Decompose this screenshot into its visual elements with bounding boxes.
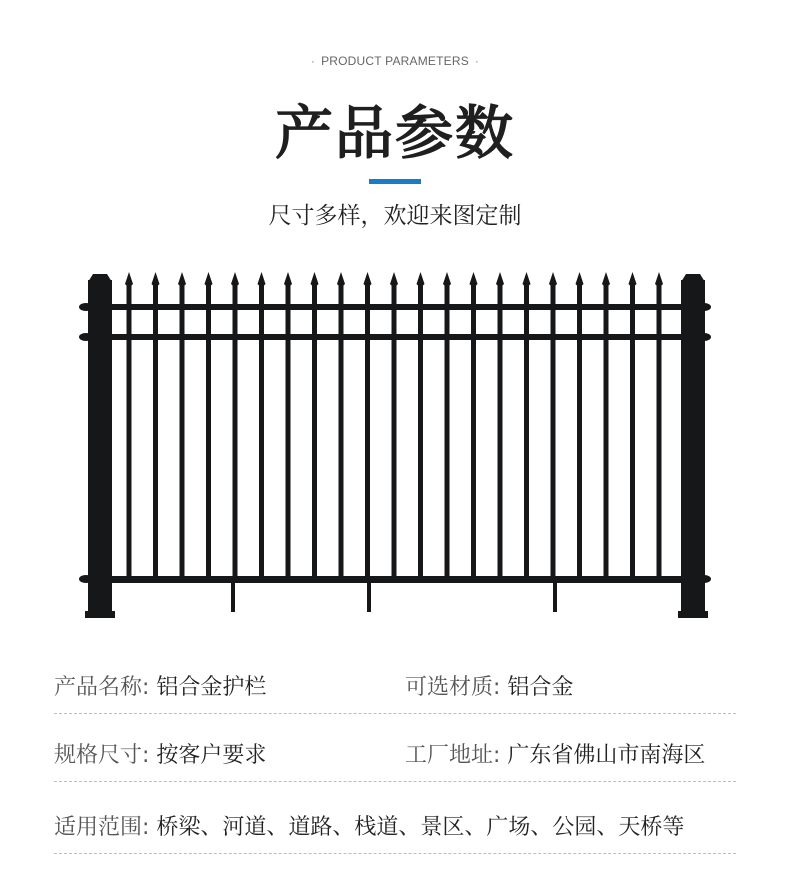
fence-picket-spear: [470, 272, 478, 288]
section-eyebrow: [0, 54, 790, 68]
fence-picket: [392, 284, 397, 580]
fence-picket: [471, 284, 476, 580]
fence-picket-spear: [417, 272, 425, 288]
param-label: 产品名称:: [54, 675, 150, 700]
fence-picket-spear: [655, 272, 663, 288]
fence-picket-spear: [258, 272, 266, 288]
fence-picket-spear: [125, 272, 133, 288]
fence-picket-spear: [576, 272, 584, 288]
fence-picket: [339, 284, 344, 580]
fence-post-base: [678, 611, 708, 618]
param-value: 桥梁、河道、道路、栈道、景区、广场、公园、天桥等: [156, 815, 685, 840]
fence-picket-spear: [549, 272, 557, 288]
param-value: 铝合金: [507, 675, 574, 700]
eyebrow-dot-left: ·: [310, 54, 316, 68]
page-title: 产品参数: [274, 99, 515, 167]
fence-picket-spear: [364, 272, 372, 288]
fence-top-rail: [92, 304, 698, 310]
fence-picket: [551, 284, 556, 580]
param-factory-address: [405, 738, 705, 769]
param-row-2: [54, 738, 736, 782]
param-label: 规格尺寸:: [54, 743, 150, 768]
param-value: 铝合金护栏: [156, 675, 267, 700]
param-usage: [54, 810, 684, 841]
param-label: 工厂地址:: [405, 743, 501, 768]
fence-picket-spear: [178, 272, 186, 288]
fence-picket-spear: [629, 272, 637, 288]
fence-picket: [153, 284, 158, 580]
fence-picket: [604, 284, 609, 580]
param-row-1: [54, 670, 736, 714]
fence-picket: [445, 284, 450, 580]
dashed-divider: [54, 781, 736, 782]
fence-picket: [630, 284, 635, 580]
fence-picket: [127, 284, 132, 580]
fence-picket: [206, 284, 211, 580]
fence-ground-stake: [367, 582, 371, 612]
fence-picket-spear: [602, 272, 610, 288]
fence-picket: [498, 284, 503, 580]
fence-picket-spear: [311, 272, 319, 288]
fence-picket-spear: [523, 272, 531, 288]
fence-picket-spear: [496, 272, 504, 288]
fence-ground-stake: [553, 582, 557, 612]
fence-picket-spear: [152, 272, 160, 288]
fence-picket: [524, 284, 529, 580]
fence-post-base: [85, 611, 115, 618]
param-value: 广东省佛山市南海区: [507, 743, 706, 768]
dashed-divider: [54, 853, 736, 854]
fence-post: [681, 280, 705, 614]
fence-picket-spear: [443, 272, 451, 288]
title-accent-divider: [369, 179, 421, 184]
page-subtitle: 尺寸多样，欢迎来图定制: [268, 203, 522, 229]
param-label: 适用范围:: [54, 815, 150, 840]
param-product-name: [54, 670, 266, 701]
param-size: [54, 738, 266, 769]
param-value: 按客户要求: [156, 743, 267, 768]
fence-picket-spear: [231, 272, 239, 288]
dashed-divider: [54, 713, 736, 714]
fence-picket: [657, 284, 662, 580]
fence-picket: [418, 284, 423, 580]
eyebrow-text: PRODUCT PARAMETERS: [321, 54, 469, 68]
fence-picket: [365, 284, 370, 580]
fence-picket: [259, 284, 264, 580]
fence-picket: [233, 284, 238, 580]
fence-picket-spear: [284, 272, 292, 288]
fence-picket: [286, 284, 291, 580]
fence-picket-spear: [390, 272, 398, 288]
fence-bottom-rail: [92, 576, 698, 583]
eyebrow-dot-right: ·: [474, 54, 480, 68]
aluminum-fence-picture: [78, 266, 712, 626]
param-material: [405, 670, 573, 701]
param-label: 可选材质:: [405, 675, 501, 700]
fence-picket-spear: [205, 272, 213, 288]
fence-picket: [577, 284, 582, 580]
fence-ground-stake: [231, 582, 235, 612]
fence-middle-rail: [92, 334, 698, 340]
fence-picket-spear: [337, 272, 345, 288]
fence-picket: [180, 284, 185, 580]
param-row-3: [54, 810, 736, 854]
fence-picket: [312, 284, 317, 580]
fence-post: [88, 280, 112, 614]
